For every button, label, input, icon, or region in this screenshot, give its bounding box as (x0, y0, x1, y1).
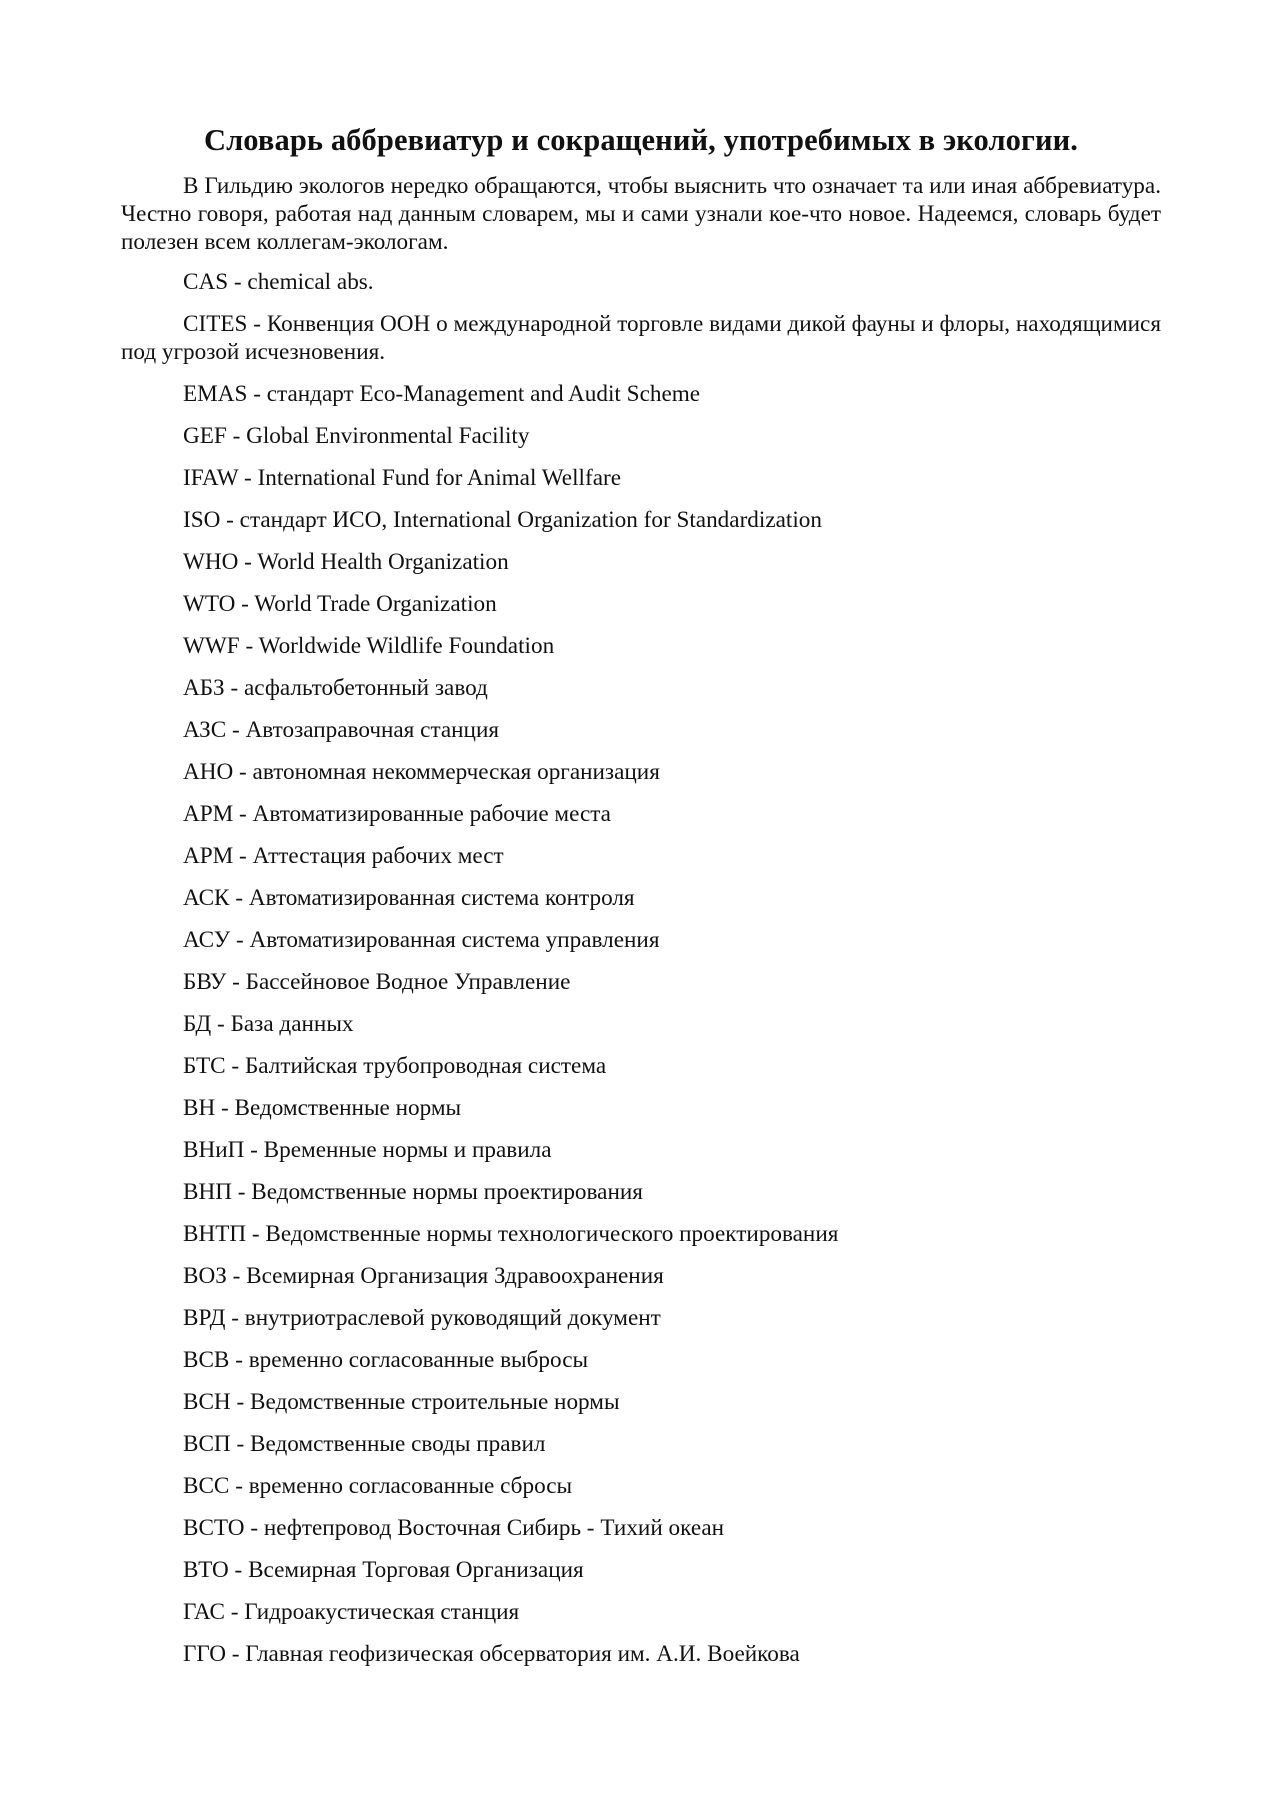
glossary-entry: АБЗ - асфальтобетонный завод (183, 675, 488, 701)
glossary-entry: ВСТО - нефтепровод Восточная Сибирь - Тихий океан (183, 1515, 725, 1541)
glossary-entry: ВСС - временно согласованные сбросы (183, 1473, 573, 1499)
glossary-entry: IFAW - International Fund for Animal Wellfare (183, 465, 622, 491)
glossary-entry: CITES - Конвенция ООН о международной торговле видами дикой фауны и флоры, находящимися под угрозой исчезновения. (121, 311, 1161, 365)
glossary-entry: ВН - Ведомственные нормы (183, 1095, 462, 1121)
glossary-entry: EMAS - стандарт Eco-Management and Audit Scheme (183, 381, 701, 407)
glossary-entry: WWF - Worldwide Wildlife Foundation (183, 633, 555, 659)
glossary-entry: ВНП - Ведомственные нормы проектирования (183, 1179, 643, 1205)
document-page (121, 120, 1161, 1682)
glossary-entry: АСК - Автоматизированная система контроля (183, 885, 635, 911)
glossary-entry: АНО - автономная некоммерческая организация (183, 759, 660, 785)
intro-paragraph: В Гильдию экологов нередко обращаются, чтобы выяснить что означает та или иная аббревиатура. Честно говоря, работая над данным словарем, мы и сами узнали кое-что новое. Надеемся, словарь будет полезен всем коллегам-экологам. (121, 173, 1161, 255)
glossary-entry: ВНТП - Ведомственные нормы технологического проектирования (183, 1221, 839, 1247)
glossary-entry: GEF - Global Environmental Facility (183, 423, 530, 449)
glossary-entry: ВСВ - временно согласованные выбросы (183, 1347, 589, 1373)
glossary-entry: АСУ - Автоматизированная система управления (183, 927, 660, 953)
glossary-entry: АРМ - Аттестация рабочих мест (183, 843, 504, 869)
glossary-entry: ISO - стандарт ИСО, International Organization for Standardization (183, 507, 822, 533)
glossary-entry: ГАС - Гидроакустическая станция (183, 1599, 520, 1625)
glossary-entry: АЗС - Автозаправочная станция (183, 717, 500, 743)
glossary-entry: ГГО - Главная геофизическая обсерватория им. А.И. Воейкова (183, 1641, 800, 1667)
glossary-entry: БТС - Балтийская трубопроводная система (183, 1053, 607, 1079)
glossary-entry: БВУ - Бассейновое Водное Управление (183, 969, 571, 995)
glossary-entry: CAS - chemical abs. (183, 269, 374, 295)
page-title: Словарь аббревиатур и сокращений, употребимых в экологии. (203, 123, 1079, 157)
glossary-entry: ВОЗ - Всемирная Организация Здравоохранения (183, 1263, 664, 1289)
glossary-entry: WTO - World Trade Organization (183, 591, 497, 617)
glossary-entry: ВНиП - Временные нормы и правила (183, 1137, 552, 1163)
glossary-entry: АРМ - Автоматизированные рабочие места (183, 801, 611, 827)
glossary-entry: ВСН - Ведомственные строительные нормы (183, 1389, 620, 1415)
glossary-entry: ВТО - Всемирная Торговая Организация (183, 1557, 584, 1583)
glossary-entry: БД - База данных (183, 1011, 354, 1037)
glossary-entry: WHO - World Health Organization (183, 549, 509, 575)
glossary-entry: ВРД - внутриотраслевой руководящий документ (183, 1305, 661, 1331)
glossary-entry: ВСП - Ведомственные своды правил (183, 1431, 546, 1457)
